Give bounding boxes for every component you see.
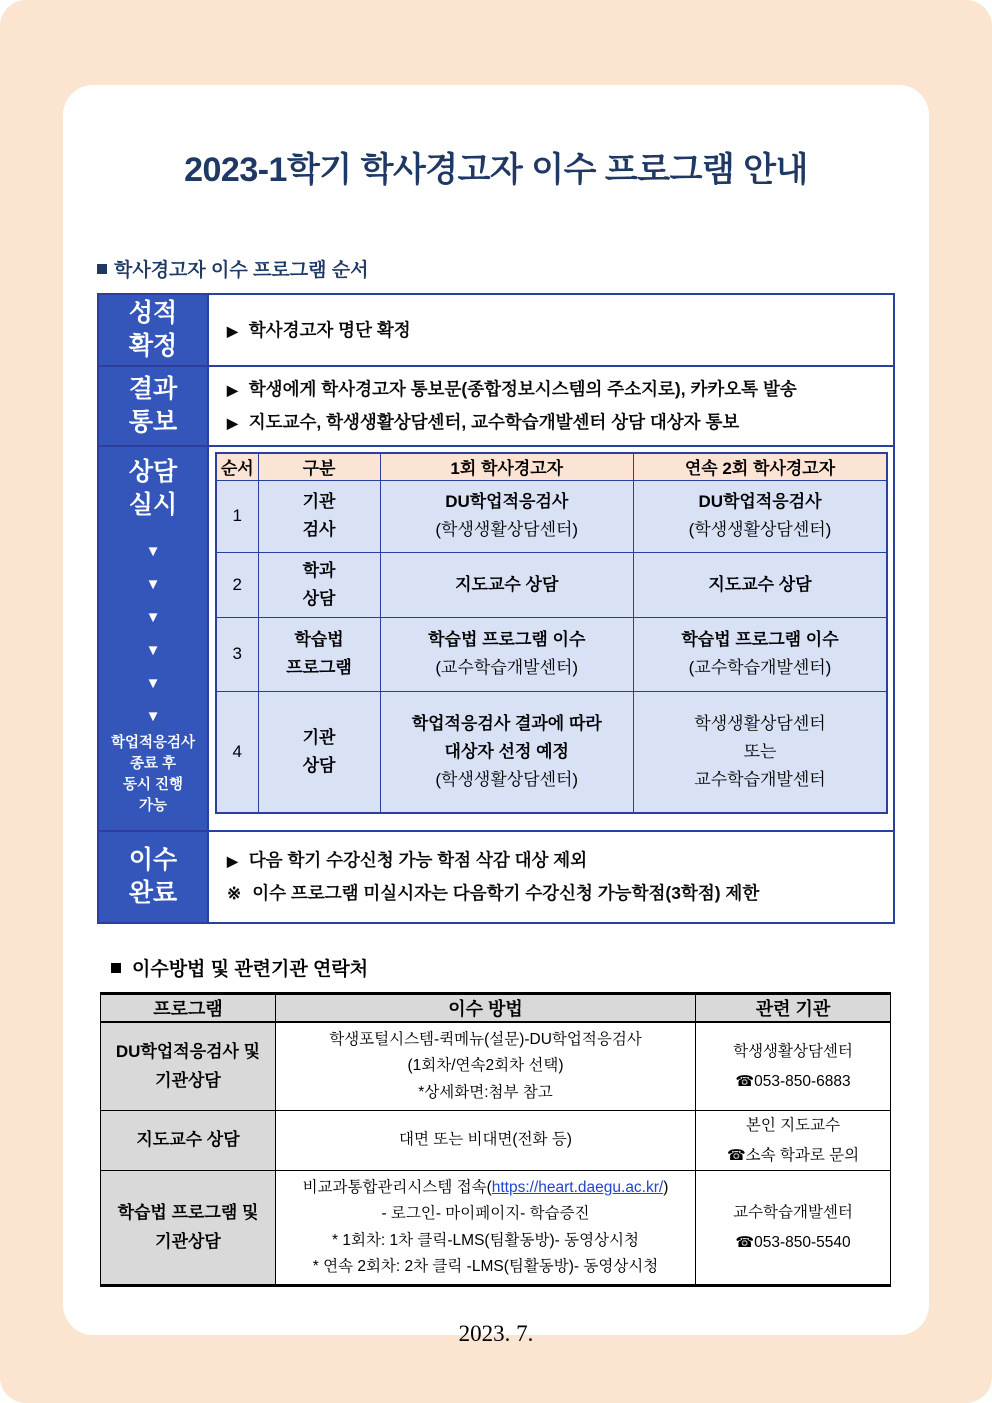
- counsel-note: [111, 733, 195, 817]
- contact-text: 053-850-6883: [754, 1072, 851, 1090]
- contact-cell: [696, 1171, 891, 1286]
- down-arrows: [146, 535, 161, 733]
- step-label-line: 실시: [128, 491, 178, 519]
- counsel-first-cell: [380, 617, 634, 691]
- counsel-first-cell: [380, 552, 634, 617]
- method-text: *상세화면:첨부 참고: [418, 1083, 553, 1101]
- heart-system-link[interactable]: https://heart.daegu.ac.kr/: [491, 1179, 664, 1197]
- method-line: [278, 1254, 693, 1280]
- bullet-item: [227, 411, 881, 434]
- method-line: [278, 1080, 693, 1106]
- bullet-item-text: 학사경고자 명단 확정: [248, 319, 411, 340]
- counsel-header-cell: 1회 학사경고자: [380, 453, 634, 480]
- bullet-item: [227, 378, 881, 401]
- square-bullet-icon: [97, 264, 107, 274]
- contact-header-row: [101, 994, 891, 1023]
- bullet-item: [227, 319, 881, 342]
- contact-header-cell: 이수 방법: [276, 994, 696, 1023]
- bullet-item-text: 학생에게 학사경고자 통보문(종합정보시스템의 주소지로), 카카오톡 발송: [248, 379, 797, 400]
- page-title: 2023-1학기 학사경고자 이수 프로그램 안내: [184, 151, 808, 189]
- step-label-complete: [99, 832, 209, 922]
- method-text: 비교과통합관리시스템 접속(: [302, 1179, 492, 1197]
- step-label-line: 성적: [128, 299, 178, 327]
- triangle-bullet-icon: ※: [227, 883, 242, 903]
- step-label-line: 확정: [128, 332, 178, 360]
- step-row-complete: [99, 830, 893, 922]
- down-arrow-icon: ▼: [145, 609, 161, 626]
- cell-line: (교수학습개발센터): [435, 658, 579, 678]
- contact-cell: [696, 1111, 891, 1171]
- counsel-category-cell: [258, 691, 380, 813]
- cell-line: (학생생활상담센터): [688, 520, 832, 539]
- counsel-no-cell: 3: [216, 617, 258, 691]
- counsel-no-cell: 2: [216, 552, 258, 617]
- method-text: (1회차/연속2회차 선택): [407, 1057, 564, 1075]
- contact-line: [696, 1141, 890, 1171]
- triangle-bullet-icon: ▶: [227, 322, 238, 339]
- bullet-item: [227, 849, 881, 872]
- counsel-second-cell: [634, 552, 888, 617]
- down-arrow-icon: ▼: [145, 675, 161, 692]
- square-bullet-icon: [111, 963, 121, 973]
- bullet-item: [227, 882, 881, 905]
- step-label-line: 상담: [128, 458, 178, 486]
- cell-line: (학생생활상담센터): [435, 769, 579, 789]
- contact-row: [101, 1171, 891, 1286]
- contact-header-cell: 프로그램: [101, 994, 276, 1023]
- cell-line: 대상자 선정 예정: [444, 741, 569, 761]
- cell-line: DU학업적응검사: [445, 491, 569, 511]
- cell-line: 학생생활상담센터: [694, 713, 826, 733]
- program-line: 지도교수 상담: [136, 1130, 240, 1150]
- document-card: [63, 85, 929, 1347]
- cell-line: 지도교수 상담: [455, 574, 559, 594]
- method-line: [278, 1201, 693, 1227]
- counsel-header-cell: 연속 2회 학사경고자: [634, 453, 888, 480]
- cell-line: 또는: [743, 741, 777, 761]
- counsel-second-cell: [634, 480, 888, 552]
- step-label-line: 통보: [128, 408, 178, 436]
- method-text: - 로그인- 마이페이지- 학습증진: [381, 1205, 590, 1223]
- method-line: [278, 1228, 693, 1254]
- cell-line: 학습법: [294, 630, 344, 650]
- step-label-line: 이수: [128, 846, 178, 875]
- step-row-grade: [99, 295, 893, 365]
- program-line: 기관상담: [155, 1070, 221, 1090]
- contact-text: 학생생활상담센터: [733, 1043, 853, 1061]
- phone-icon: ☎: [735, 1072, 755, 1090]
- triangle-bullet-icon: ▶: [227, 382, 238, 399]
- cell-line: 프로그램: [286, 658, 352, 678]
- counsel-first-cell: [380, 691, 634, 813]
- step-row-notice: [99, 365, 893, 445]
- contact-line: [696, 1198, 890, 1227]
- method-cell: [276, 1111, 696, 1171]
- counsel-header-row: [216, 453, 887, 480]
- cell-line: (학생생활상담센터): [435, 520, 579, 539]
- step-content-grade: [209, 295, 893, 365]
- bullet-item-text: 지도교수, 학생생활상담센터, 교수학습개발센터 상담 대상자 통보: [248, 412, 740, 432]
- contact-header-cell: 관련 기관: [696, 994, 891, 1023]
- contact-section-heading: [111, 954, 895, 981]
- counsel-first-cell: [380, 480, 634, 552]
- counsel-header-cell: 구분: [258, 453, 380, 480]
- contact-row: [101, 1111, 891, 1171]
- sequence-section-heading: [97, 255, 895, 282]
- counsel-header-cell: 순서: [216, 453, 258, 480]
- method-text: 대면 또는 비대면(전화 등): [399, 1131, 572, 1149]
- counsel-row: [216, 617, 887, 691]
- down-arrow-icon: ▼: [145, 642, 161, 659]
- contact-text: 053-850-5540: [754, 1233, 851, 1251]
- program-line: 기관상담: [155, 1231, 221, 1251]
- counsel-second-cell: [634, 691, 888, 813]
- contact-row: [101, 1022, 891, 1111]
- bullet-item-text: 이수 프로그램 미실시자는 다음학기 수강신청 가능학점(3학점) 제한: [252, 882, 760, 903]
- method-cell: [276, 1171, 696, 1286]
- cell-line: 학습법 프로그램 이수: [681, 630, 839, 650]
- note-line: 학업적응검사: [110, 735, 196, 751]
- phone-icon: ☎: [735, 1233, 755, 1251]
- counsel-category-cell: [258, 617, 380, 691]
- triangle-bullet-icon: ▶: [227, 853, 238, 870]
- counsel-table: [215, 452, 888, 814]
- phone-icon: ☎: [726, 1146, 746, 1164]
- note-line: 가능: [138, 798, 167, 815]
- counsel-row: [216, 691, 887, 813]
- cell-line: (교수학습개발센터): [688, 658, 832, 678]
- step-label-grade: [99, 295, 209, 365]
- counsel-category-cell: [258, 480, 380, 552]
- down-arrow-icon: ▼: [145, 543, 161, 560]
- sequence-heading-label: 학사경고자 이수 프로그램 순서: [114, 260, 369, 281]
- method-text: * 연속 2회차: 2차 클릭 -LMS(팀활동방)- 동영상시청: [312, 1258, 659, 1276]
- method-cell: [276, 1022, 696, 1111]
- triangle-bullet-icon: ▶: [227, 415, 238, 431]
- method-line: [278, 1175, 693, 1201]
- step-content-notice: [209, 367, 893, 445]
- program-line: 학습법 프로그램 및: [117, 1202, 259, 1222]
- cell-line: 지도교수 상담: [708, 574, 812, 594]
- step-label-counsel: [99, 447, 209, 830]
- cell-line: 상담: [302, 588, 336, 608]
- program-cell: [101, 1111, 276, 1171]
- method-line: [278, 1027, 693, 1053]
- contact-heading-label: 이수방법 및 관련기관 연락처: [132, 959, 369, 981]
- counsel-row: [216, 480, 887, 552]
- cell-line: 검사: [302, 520, 336, 539]
- method-line: [278, 1053, 693, 1079]
- program-line: DU학업적응검사 및: [115, 1041, 261, 1061]
- step-label-line: 완료: [128, 879, 178, 908]
- counsel-second-cell: [634, 617, 888, 691]
- contact-table: [100, 992, 891, 1287]
- down-arrow-icon: ▼: [145, 576, 161, 593]
- footer-date: 2023. 7.: [458, 1321, 534, 1347]
- step-content-complete: [209, 832, 893, 922]
- cell-line: DU학업적응검사: [698, 491, 822, 511]
- cell-line: 학업적응검사 결과에 따라: [411, 713, 602, 733]
- counsel-row: [216, 552, 887, 617]
- counsel-no-cell: 4: [216, 691, 258, 813]
- step-row-counsel: [99, 445, 893, 830]
- cell-line: 학습법 프로그램 이수: [428, 630, 586, 650]
- down-arrow-icon: ▼: [145, 708, 161, 725]
- cell-line: 상담: [302, 755, 336, 775]
- method-text: * 1회차: 1차 클릭-LMS(팀활동방)- 동영상시청: [332, 1231, 639, 1249]
- cell-line: 기관: [302, 491, 336, 511]
- counsel-table-wrap: [209, 447, 893, 830]
- contact-text: 본인 지도교수: [745, 1117, 841, 1135]
- counsel-category-cell: [258, 552, 380, 617]
- step-label-line: 결과: [128, 375, 178, 403]
- note-line: 종료 후: [129, 756, 177, 773]
- contact-line: [696, 1067, 890, 1097]
- method-text: 학생포털시스템-퀵메뉴(설문)-DU학업적응검사: [329, 1031, 642, 1049]
- contact-line: [696, 1228, 890, 1258]
- contact-line: [696, 1037, 890, 1066]
- contact-line: [696, 1111, 890, 1140]
- cell-line: 기관: [302, 727, 336, 747]
- contact-text: 교수학습개발센터: [733, 1204, 853, 1222]
- program-cell: [101, 1022, 276, 1111]
- bullet-item-text: 다음 학기 수강신청 가능 학점 삭감 대상 제외: [248, 850, 588, 871]
- counsel-no-cell: 1: [216, 480, 258, 552]
- cell-line: 학과: [302, 560, 336, 580]
- step-label-notice: [99, 367, 209, 445]
- method-line: [278, 1127, 693, 1153]
- method-text: ): [663, 1179, 669, 1197]
- contact-cell: [696, 1022, 891, 1111]
- cell-line: 교수학습개발센터: [694, 769, 826, 789]
- program-sequence-table: [97, 293, 895, 924]
- contact-text: 소속 학과로 문의: [745, 1146, 860, 1164]
- note-line: 동시 진행: [122, 777, 184, 794]
- program-cell: [101, 1171, 276, 1286]
